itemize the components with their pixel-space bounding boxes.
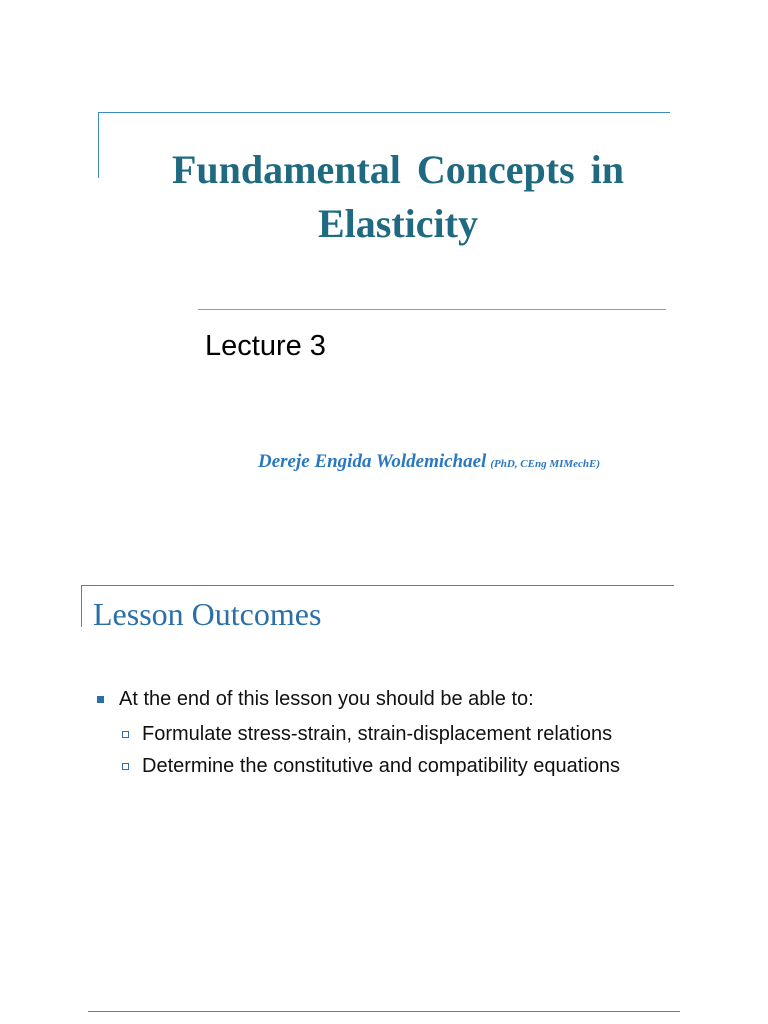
outcomes-list xyxy=(97,686,620,782)
sub-list-item xyxy=(122,718,620,750)
sub-list-item-text: Formulate stress-strain, strain-displacement relations xyxy=(142,722,613,745)
slide1-title-line2: Elasticity xyxy=(318,201,478,246)
hollow-square-bullet-icon xyxy=(122,763,129,770)
square-bullet-icon xyxy=(97,696,104,703)
slide2-left-rule xyxy=(81,585,82,627)
author-name: Dereje Engida Woldemichael xyxy=(258,451,487,472)
sub-list xyxy=(122,718,620,782)
slide2-bottom-rule xyxy=(88,1011,680,1012)
slide1-subtitle: Lecture 3 xyxy=(205,330,326,362)
slide1-title xyxy=(110,143,686,251)
slide2-top-rule xyxy=(81,585,674,586)
list-item xyxy=(97,686,620,712)
author-credentials: (PhD, CEng MIMechE) xyxy=(490,458,601,470)
slide1-top-rule xyxy=(98,112,670,113)
slide2-title: Lesson Outcomes xyxy=(93,596,322,632)
list-item-text: At the end of this lesson you should be able to: xyxy=(119,687,534,710)
slide1-author xyxy=(258,451,600,473)
slide1-left-rule xyxy=(98,112,99,178)
slide1-separator xyxy=(198,309,666,310)
hollow-square-bullet-icon xyxy=(122,731,129,738)
slide1-title-line1: Fundamental Concepts in xyxy=(171,147,625,192)
sub-list-item xyxy=(122,750,620,782)
sub-list-item-text: Determine the constitutive and compatibility equations xyxy=(142,754,621,777)
